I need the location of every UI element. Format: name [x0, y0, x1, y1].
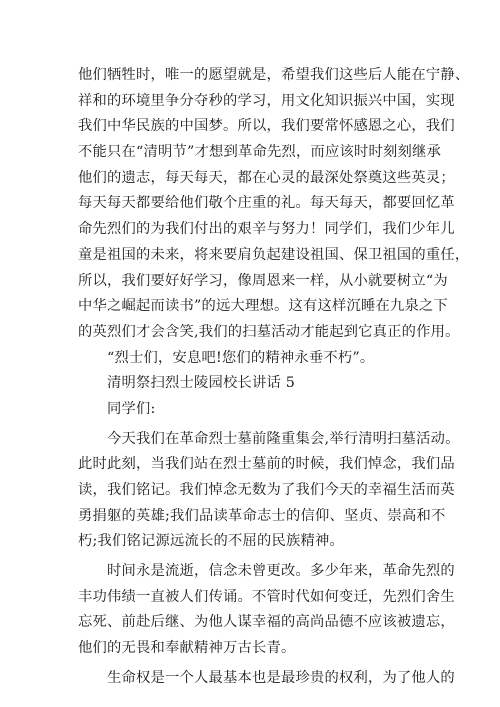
text-line: 他们牺牲时，唯一的愿望就是，希望我们这些后人能在宁静、	[78, 67, 470, 83]
paragraph	[78, 666, 455, 692]
text-line: 他们的遗志，每天每天，都在心灵的最深处祭奠这些英灵；	[78, 169, 455, 186]
text-line: 今天我们在革命烈士墓前隆重集会,举行清明扫墓活动。	[107, 430, 460, 447]
text-line: 童是祖国的未来，将来要肩负起建设祖国、保卫祖国的重任，	[78, 246, 470, 263]
text-line: “烈士们，安息吧!您们的精神永垂不朽”。	[107, 349, 375, 366]
text-line: 读，我们铭记。我们悼念无数为了我们今天的幸福生活而英	[78, 482, 455, 498]
text-line: 所以，我们要好好学习，像周恩来一样，从小就要树立“为	[78, 272, 448, 289]
text-line: 朽;我们铭记源远流长的不屈的民族精神。	[78, 533, 344, 550]
text-line: 不能只在“清明节”才想到革命先烈，而应该时时刻刻继承	[78, 144, 441, 161]
document-body	[78, 63, 470, 692]
quote-paragraph	[78, 346, 430, 372]
paragraph-continuation	[78, 63, 470, 346]
text-line: 的英烈们才会含笑,我们的扫墓活动才能起到它真正的作用。	[78, 323, 460, 340]
text-line: 祥和的环境里争分夺秒的学习，用文化知识振兴中国，实现	[78, 92, 455, 109]
text-line: 勇捐躯的英雄;我们品读革命志士的信仰、坚贞、崇高和不	[78, 507, 446, 524]
paragraph	[78, 559, 455, 662]
text-line: 丰功伟绩一直被人们传诵。不管时代如何变迁，先烈们舍生	[78, 588, 455, 605]
text-line: 中华之崛起而读书”的远大理想。这有这样沉睡在九泉之下	[78, 298, 448, 315]
heading-line: 清明祭扫烈士陵园校长讲话 5	[107, 375, 296, 392]
text-line: 忘死、前赴后继、为他人谋幸福的高尚品德不应该被遗忘，	[78, 614, 455, 631]
text-line: 同学们:	[107, 400, 156, 417]
text-line: 每天每天都要给他们敬个庄重的礼。每天每天，都要回忆革	[78, 195, 455, 212]
text-line: 命先烈们的为我们付出的艰辛与努力！同学们，我们少年儿	[78, 221, 455, 238]
text-line: 我们中华民族的中国梦。所以，我们要常怀感恩之心，我们	[78, 118, 455, 135]
salutation	[78, 397, 430, 423]
text-line: 此时此刻，当我们站在烈士墓前的时候，我们悼念，我们品	[78, 456, 455, 473]
speech-heading	[78, 371, 430, 397]
paragraph	[78, 427, 460, 555]
text-line: 时间永是流逝，信念未曾更改。多少年来，革命先烈的	[107, 563, 455, 580]
text-line: 他们的无畏和奉献精神万古长青。	[78, 640, 296, 657]
text-line: 生命权是一个人最基本也是最珍贵的权利，为了他人的	[107, 669, 455, 686]
